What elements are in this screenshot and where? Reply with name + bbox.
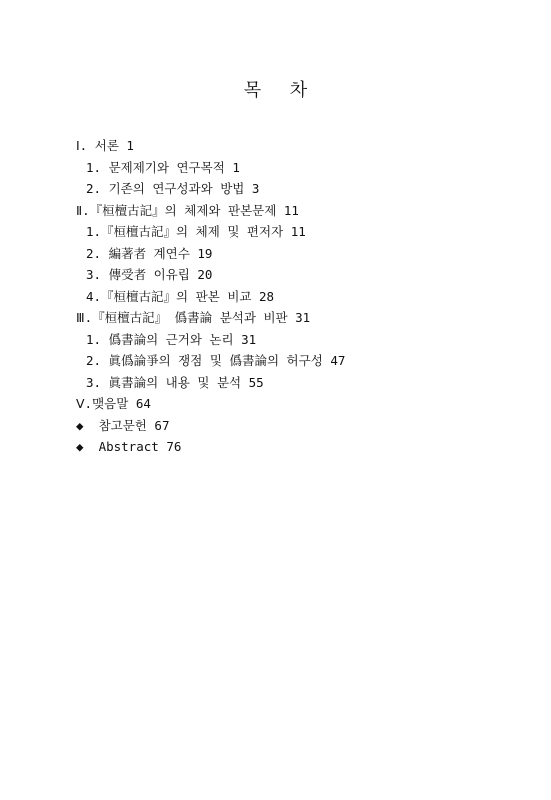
toc-entry-leader: [244, 181, 252, 196]
toc-entry-label: 2. 기존의 연구성과와 방법: [86, 181, 245, 196]
toc-entry-leader: [234, 332, 242, 347]
toc-entry-label: 4.『桓檀古記』의 판본 비교: [86, 288, 252, 304]
toc-entry-label: 2. 眞僞論爭의 쟁점 및 僞書論의 허구성: [86, 353, 323, 368]
toc-entry-label: ◆ Abstract: [76, 439, 159, 454]
toc-entry-label: ◆ 참고문헌: [76, 417, 147, 433]
toc-entry-leader: [288, 310, 296, 325]
toc-entry-label: 2. 編著者 계연수: [86, 245, 190, 261]
toc-entry-leader: [241, 375, 249, 390]
toc-entry: [86, 265, 470, 285]
toc-entry-label: 1. 僞書論의 근거와 논리: [86, 331, 234, 347]
toc-entry-leader: [276, 203, 284, 218]
toc-entry: [86, 179, 470, 199]
toc-entry: [86, 373, 470, 393]
toc-entry: [86, 158, 470, 178]
toc-entry: [86, 287, 470, 307]
toc-entry-label: 3. 眞書論의 내용 및 분석: [86, 374, 242, 390]
toc-entry-label: Ⅰ. 서론: [76, 138, 119, 153]
toc-entry-page-number: 11: [290, 224, 306, 239]
toc-entry-label: Ⅲ.『桓檀古記』 僞書論 분석과 비판: [76, 310, 288, 325]
toc-entry: [76, 136, 470, 156]
toc-entry-label: Ⅱ.『桓檀古記』의 체제와 판본문제: [76, 202, 277, 218]
toc-entry-leader: [128, 396, 136, 411]
toc-entry: [76, 308, 470, 328]
toc-entry-page-number: 19: [197, 245, 213, 261]
toc-entry-page-number: 76: [166, 439, 182, 454]
toc-entry-page-number: 55: [248, 374, 264, 390]
toc-entry: [76, 394, 470, 414]
toc-entry: [86, 244, 470, 264]
toc-entry-page-number: 28: [259, 288, 275, 304]
toc-entry-page-number: 20: [197, 267, 213, 282]
page-title: 목 차: [243, 80, 308, 101]
toc-entry-page-number: 3: [251, 181, 260, 196]
toc-entry-label: 1. 문제제기와 연구목적: [86, 159, 225, 175]
toc-entry: [86, 222, 470, 242]
toc-entry-leader: [283, 224, 291, 239]
toc-entry-page-number: 1: [126, 138, 134, 153]
toc-entry-page-number: 67: [154, 417, 170, 433]
toc-entry-label: 1.『桓檀古記』의 체제 및 편저자: [86, 224, 284, 239]
toc-entry: [86, 351, 470, 371]
toc-entry-page-number: 11: [283, 202, 299, 218]
toc-entry-page-number: 47: [330, 353, 346, 368]
toc-entry-leader: [251, 289, 259, 304]
toc-entry-page-number: 1: [232, 159, 240, 175]
toc-entry-page-number: 31: [295, 310, 311, 325]
toc-entry: [76, 437, 470, 457]
toc-entry-label: Ⅴ.맺음말: [76, 396, 129, 411]
toc-entry-page-number: 31: [241, 331, 257, 347]
toc-entry-label: 3. 傳受者 이유립: [86, 267, 190, 282]
toc-entry: [86, 330, 470, 350]
toc-entry-page-number: 64: [135, 396, 151, 411]
toc-entry: [76, 201, 470, 221]
toc-entry: [76, 416, 470, 436]
